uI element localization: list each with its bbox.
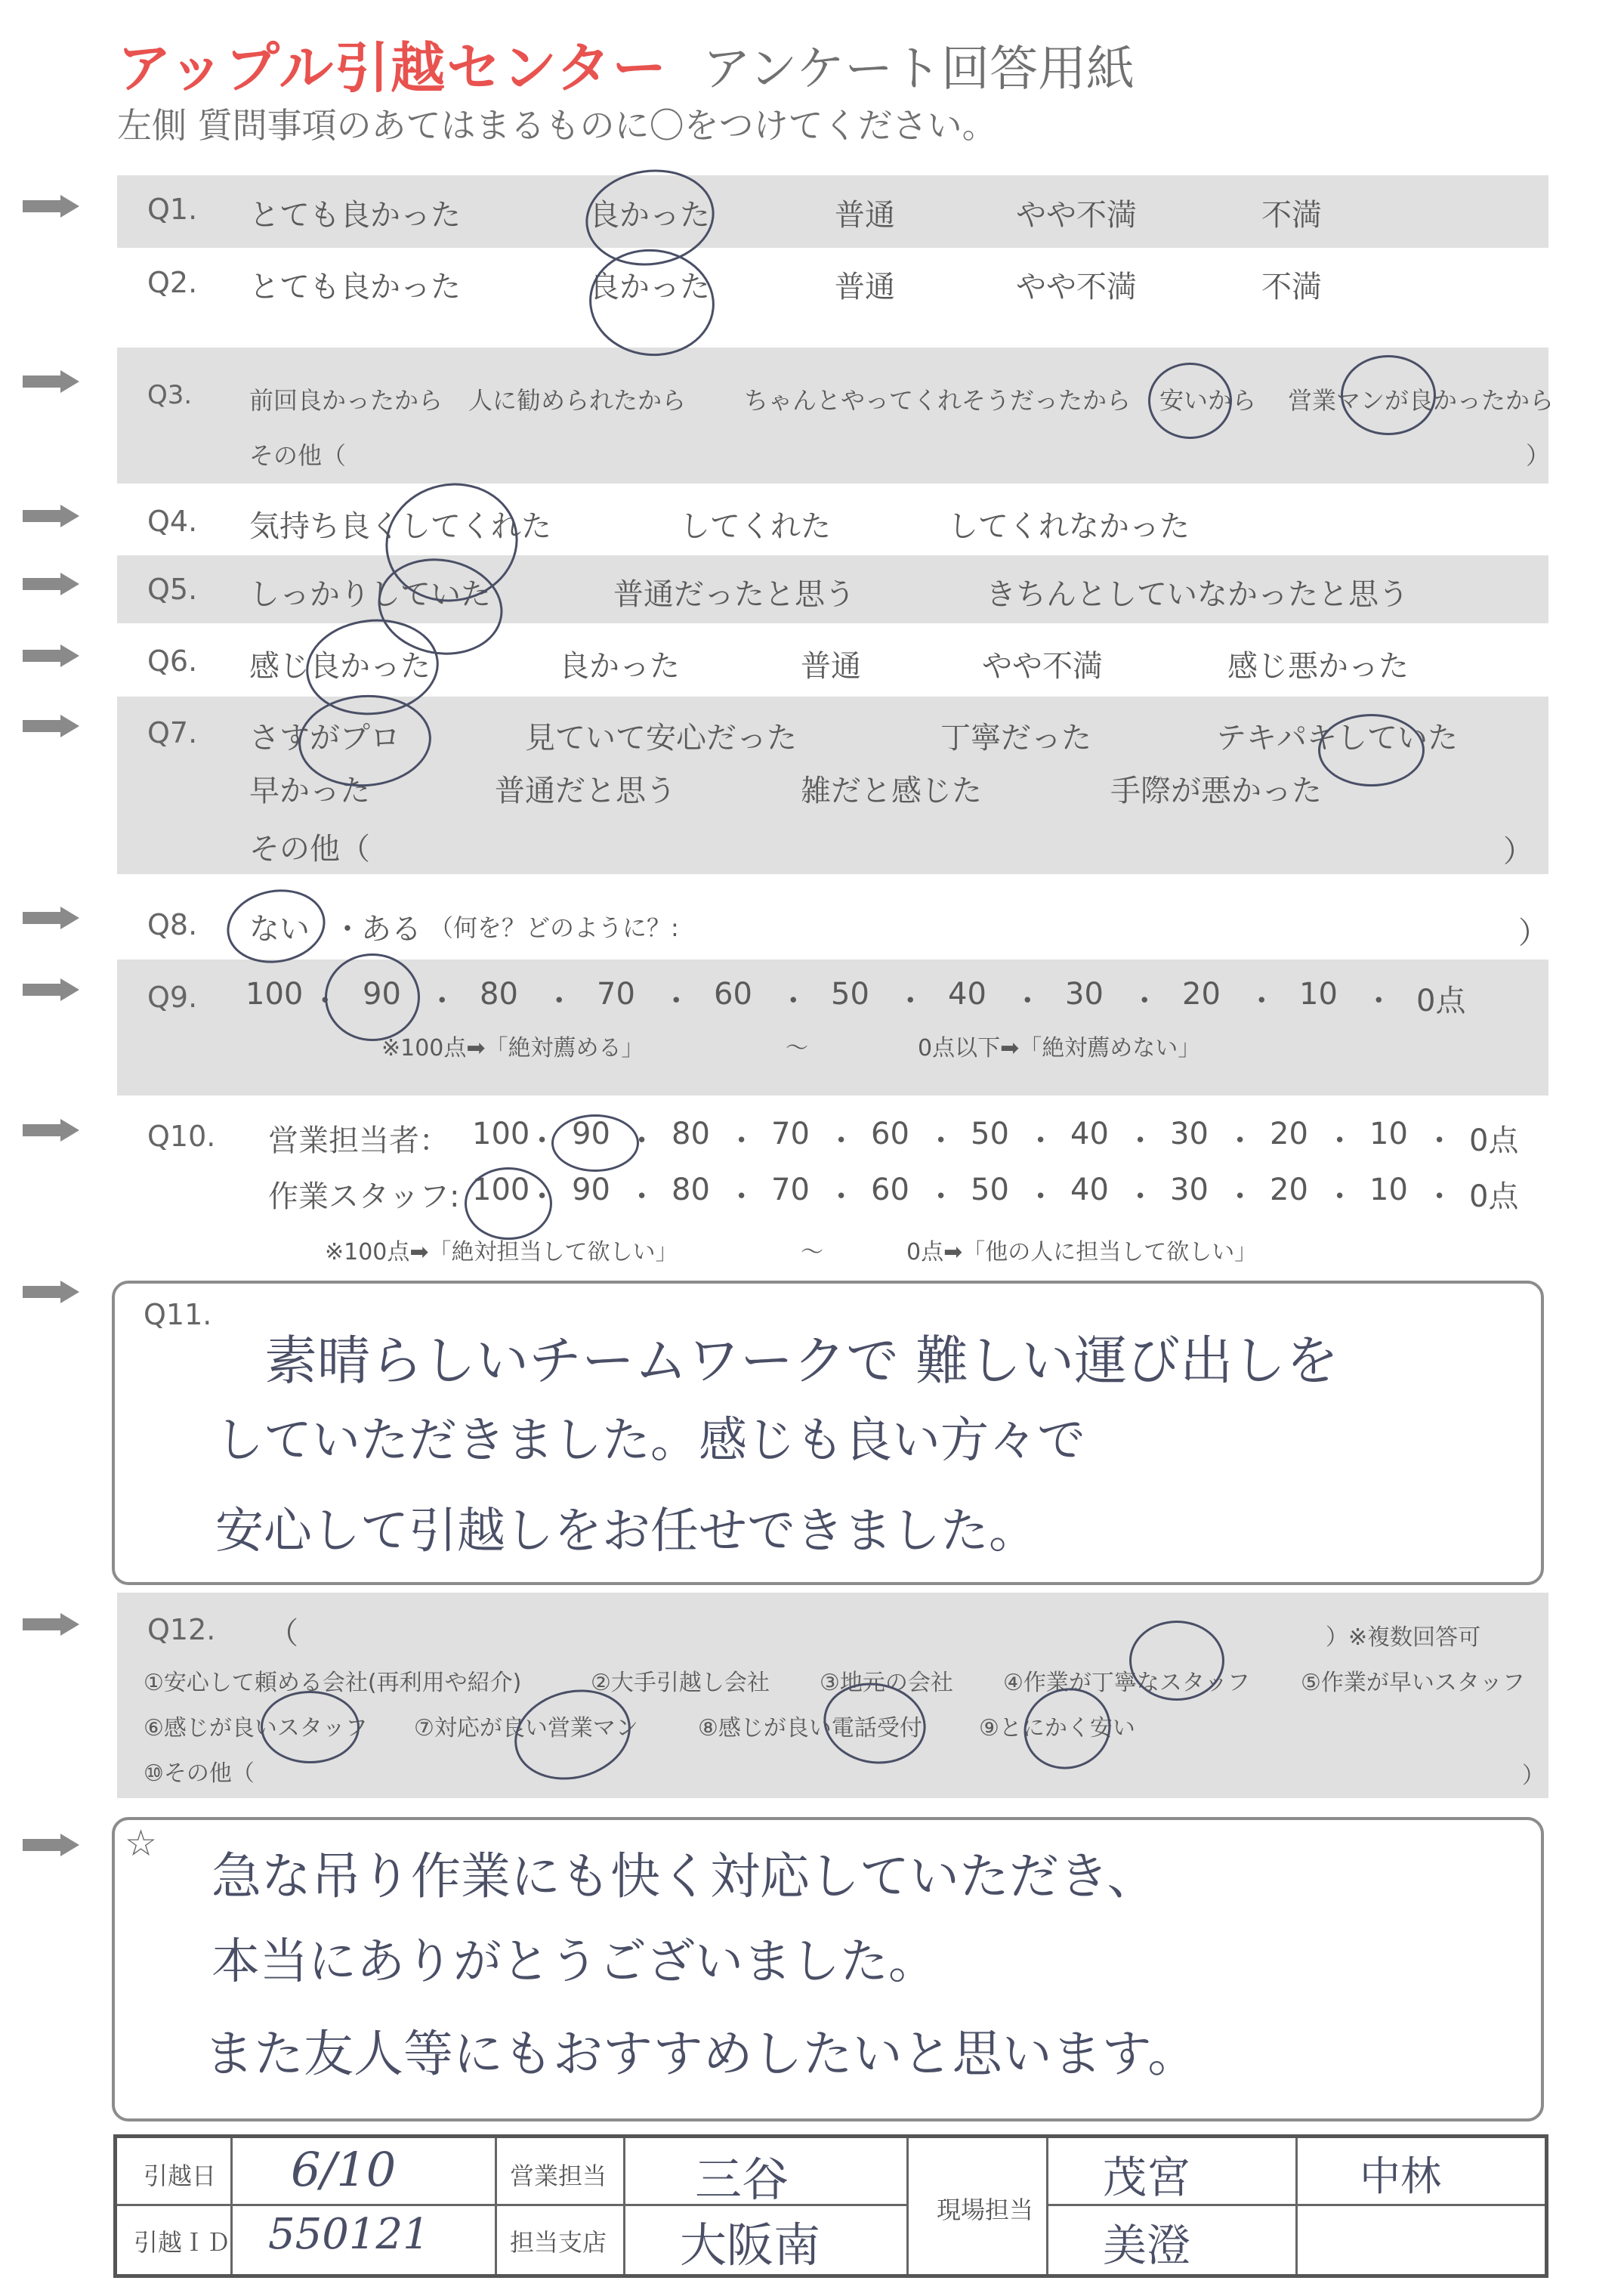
q3-label: Q3.	[147, 380, 193, 410]
q1-option[interactable]: 不満	[1261, 198, 1322, 233]
answer-circle-mark	[261, 1691, 360, 1763]
q6-label: Q6.	[147, 644, 198, 678]
separator-dot: ・	[427, 984, 458, 1018]
site-staff-2: 中林	[1360, 2152, 1441, 2200]
q10-sales-option[interactable]: 80	[672, 1117, 710, 1151]
q3-option[interactable]: ちゃんとやってくれそうだったから	[744, 386, 1132, 415]
q7-option[interactable]: 手際が悪かった	[1110, 774, 1322, 808]
branch-label: 担当支店	[510, 2228, 607, 2257]
q8-option[interactable]: ある	[361, 912, 421, 947]
q9-option[interactable]: 50	[831, 977, 869, 1012]
q3-other: その他（	[249, 441, 347, 470]
q8-label: Q8.	[147, 908, 198, 941]
separator-dot: ・	[826, 1179, 857, 1214]
q10-sales-option[interactable]: 40	[1070, 1117, 1109, 1151]
q10-staff-option[interactable]: 60	[871, 1173, 909, 1207]
q5-option[interactable]: 普通だったと思う	[613, 577, 855, 612]
separator-dot: ・	[1324, 1123, 1355, 1158]
q6-option[interactable]: 感じ悪かった	[1227, 649, 1409, 684]
site-staff-3: 美澄	[1103, 2220, 1191, 2271]
answer-circle-mark	[1129, 1621, 1224, 1701]
comment-handwritten-line: 本当にありがとうございました。	[211, 1934, 937, 1990]
q7-option[interactable]: 見ていて安心だった	[525, 721, 797, 756]
q10-sales-label: 営業担当者：	[268, 1123, 449, 1158]
q2-option[interactable]: やや不満	[1016, 270, 1137, 304]
separator-dot: ・	[310, 984, 341, 1018]
q8-hint: （何を？どのように？:	[429, 913, 679, 942]
answer-circle-mark	[221, 882, 332, 970]
move-id-label: 引越ＩＤ	[134, 2228, 231, 2257]
site-staff-label: 現場担当	[937, 2196, 1034, 2224]
q2-option[interactable]: 普通	[835, 270, 895, 304]
q12-option[interactable]: ⑧感じが良い電話受付	[698, 1715, 922, 1741]
separator-dot: ・	[895, 984, 926, 1018]
separator-dot: ・	[661, 984, 692, 1018]
q11-handwritten-line: 素晴らしいチームワークで 難しい運び出しを	[264, 1330, 1339, 1392]
q2-option[interactable]: 良かった	[589, 270, 710, 304]
paren-close: ）	[1518, 916, 1548, 950]
q4-option[interactable]: してくれなかった	[948, 509, 1190, 544]
separator-dot: ・	[626, 1179, 657, 1214]
separator-dot: ・	[526, 1179, 557, 1214]
q5-label: Q5.	[147, 573, 198, 606]
instruction-text: 左側 質問事項のあてはまるものに〇をつけてください。	[117, 105, 997, 146]
q9-option[interactable]: 40	[948, 977, 986, 1012]
q2-option[interactable]: 不満	[1261, 270, 1322, 304]
q3-option[interactable]: 前回良かったから	[249, 386, 443, 415]
q5-option[interactable]: きちんとしていなかったと思う	[986, 577, 1409, 612]
q6-option[interactable]: 良かった	[559, 649, 680, 684]
separator-dot: ・	[1129, 984, 1160, 1018]
q3-option[interactable]: 安いから	[1159, 386, 1257, 415]
q10-staff-option[interactable]: 0点	[1469, 1179, 1519, 1214]
form-title: アンケート回答用紙	[702, 42, 1135, 97]
q6-option[interactable]: やや不満	[982, 649, 1103, 684]
separator-dot: ・	[925, 1179, 956, 1214]
q7-option[interactable]: さすがプロ	[249, 721, 400, 756]
q7-option[interactable]: 雑だと感じた	[801, 774, 982, 808]
q4-option[interactable]: 気持ち良くしてくれた	[249, 509, 551, 544]
q1-label: Q1.	[147, 193, 198, 226]
separator-dot: ・	[626, 1123, 657, 1158]
q10-sales-option[interactable]: 50	[971, 1117, 1009, 1151]
q1-option[interactable]: やや不満	[1016, 198, 1137, 233]
q12-option[interactable]: ④作業が丁寧なスタッフ	[1003, 1670, 1250, 1696]
q10-sales-option[interactable]: 60	[871, 1117, 909, 1151]
q10-staff-option[interactable]: 90	[572, 1173, 610, 1207]
q10-staff-label: 作業スタッフ:	[268, 1179, 460, 1214]
move-date-value: 6/10	[291, 2142, 397, 2197]
q9-option[interactable]: 60	[714, 977, 752, 1012]
paren-close: ）	[1526, 441, 1551, 470]
q11-handwritten-line: していただきました。感じも良い方々で	[215, 1413, 1085, 1469]
site-staff-1: 茂宮	[1103, 2152, 1191, 2203]
q10-staff-option[interactable]: 30	[1170, 1173, 1209, 1207]
q9-note-mid: 〜	[786, 1035, 808, 1062]
separator-dot: ・	[1324, 1179, 1355, 1214]
q7-option[interactable]: 丁寧だった	[940, 721, 1091, 756]
q2-label: Q2.	[147, 266, 198, 299]
q11-handwritten-line: 安心して引越しをお任せできました。	[215, 1503, 1037, 1559]
q10-staff-option[interactable]: 70	[771, 1173, 810, 1207]
q1-option[interactable]: 良かった	[589, 198, 710, 233]
comment-handwritten-line: 急な吊り作業にも快く対応していただき、	[211, 1847, 1157, 1905]
separator-dot: ・	[1125, 1123, 1156, 1158]
q6-option[interactable]: 普通	[801, 649, 861, 684]
answer-circle-mark	[551, 1114, 639, 1172]
footer-info-table	[113, 2134, 1548, 2278]
separator-dot: ・	[544, 984, 575, 1018]
separator-dot: ・	[925, 1123, 956, 1158]
margin-arrows	[0, 0, 106, 2293]
move-id-value: 550121	[268, 2210, 430, 2259]
q9-option[interactable]: 70	[597, 977, 635, 1012]
answer-circle-mark	[584, 243, 720, 363]
q10-staff-option[interactable]: 10	[1369, 1173, 1408, 1207]
brand-title: アップル引越センター	[117, 36, 668, 100]
separator-dot: ・	[1424, 1123, 1455, 1158]
separator-dot: ・	[1012, 984, 1043, 1018]
q12-option[interactable]: ②大手引越し会社	[591, 1670, 770, 1696]
q12-paren-open: （	[268, 1616, 298, 1651]
q10-sales-option[interactable]: 0点	[1469, 1123, 1519, 1158]
separator-dot: ・	[1224, 1123, 1255, 1158]
q10-staff-option[interactable]: 50	[971, 1173, 1009, 1207]
separator-dot: ・	[1424, 1179, 1455, 1214]
q7-label: Q7.	[147, 716, 198, 749]
separator-dot: ・	[1125, 1179, 1156, 1214]
q9-label: Q9.	[147, 981, 198, 1014]
move-date-label: 引越日	[144, 2162, 217, 2190]
q9-option[interactable]: 10	[1299, 977, 1338, 1012]
q7-option[interactable]: 早かった	[249, 774, 370, 808]
q9-option[interactable]: 100	[245, 977, 304, 1012]
q4-option[interactable]: してくれた	[680, 509, 831, 544]
q10-note-right: 0点➡「他の人に担当して欲しい」	[906, 1239, 1258, 1265]
q10-staff-option[interactable]: 40	[1070, 1173, 1109, 1207]
q9-option[interactable]: 80	[480, 977, 518, 1012]
q3-option[interactable]: 営業マンが良かったから	[1288, 386, 1555, 415]
q10-label: Q10.	[147, 1120, 216, 1153]
q9-note-right: 0点以下➡「絶対薦めない」	[918, 1035, 1201, 1062]
separator-dot: ・	[726, 1123, 757, 1158]
q9-note-left: ※100点➡「絶対薦める」	[381, 1035, 644, 1062]
q9-option[interactable]: 20	[1182, 977, 1221, 1012]
q9-option[interactable]: 90	[363, 977, 401, 1012]
branch-value: 大阪南	[680, 2217, 821, 2273]
q10-note-left: ※100点➡「絶対担当して欲しい」	[325, 1239, 678, 1265]
separator-dot: ・	[726, 1179, 757, 1214]
q12-other: ⑩その他（	[144, 1760, 255, 1787]
q12-option[interactable]: ⑥感じが良いスタッフ	[144, 1715, 368, 1741]
q10-sales-option[interactable]: 30	[1170, 1117, 1209, 1151]
q2-option[interactable]: とても良かった	[249, 270, 461, 304]
q7-option[interactable]: 普通だと思う	[495, 774, 676, 808]
q9-option[interactable]: 30	[1065, 977, 1104, 1012]
q12-option[interactable]: ③地元の会社	[820, 1670, 953, 1696]
separator-dot: ・	[1363, 984, 1394, 1018]
separator-dot: ・	[332, 912, 363, 947]
q6-option[interactable]: 感じ良かった	[249, 649, 431, 684]
q12-option[interactable]: ⑤作業が早いスタッフ	[1301, 1670, 1525, 1696]
row-divider	[1295, 2204, 1545, 2206]
q12-multi-note: ）※複数回答可	[1326, 1624, 1481, 1651]
answer-circle-mark	[1148, 363, 1232, 439]
q3-option[interactable]: 人に勧められたから	[468, 386, 687, 415]
star-icon: ☆	[125, 1822, 158, 1865]
separator-dot: ・	[1025, 1179, 1056, 1214]
q10-sales-option[interactable]: 20	[1270, 1117, 1308, 1151]
comment-handwritten-line: また友人等にもおすすめしたいと思います。	[204, 2025, 1198, 2083]
q1-option[interactable]: とても良かった	[249, 198, 461, 233]
q10-staff-option[interactable]: 80	[672, 1173, 710, 1207]
paren-close: ）	[1503, 834, 1533, 869]
answer-circle-mark	[325, 953, 420, 1041]
answer-circle-mark	[1318, 714, 1425, 786]
q10-note-mid: 〜	[801, 1239, 823, 1265]
q10-staff-option[interactable]: 20	[1270, 1173, 1308, 1207]
q7-option[interactable]: テキパキしていた	[1216, 721, 1458, 756]
sales-rep-value: 三谷	[695, 2152, 789, 2207]
sales-rep-label: 営業担当	[510, 2162, 607, 2190]
answer-circle-mark	[465, 1167, 552, 1240]
q10-sales-option[interactable]: 100	[472, 1117, 530, 1151]
separator-dot: ・	[1224, 1179, 1255, 1214]
q9-option[interactable]: 0点	[1416, 984, 1466, 1018]
q11-label: Q11.	[144, 1298, 212, 1331]
q10-sales-option[interactable]: 10	[1369, 1117, 1408, 1151]
paren-close: ）	[1522, 1763, 1545, 1789]
q4-label: Q4.	[147, 505, 198, 538]
q1-option[interactable]: 普通	[835, 198, 895, 233]
separator-dot: ・	[526, 1123, 557, 1158]
q10-sales-option[interactable]: 70	[771, 1117, 810, 1151]
q12-option[interactable]: ①安心して頼める会社(再利用や紹介)	[144, 1670, 522, 1696]
answer-circle-mark	[1341, 355, 1436, 435]
separator-dot: ・	[1246, 984, 1277, 1018]
q12-option[interactable]: ⑦対応が良い営業マン	[414, 1715, 638, 1741]
q7-other: その他（	[249, 832, 370, 867]
separator-dot: ・	[1025, 1123, 1056, 1158]
q10-staff-option[interactable]: 100	[472, 1173, 530, 1207]
separator-dot: ・	[826, 1123, 857, 1158]
q10-sales-option[interactable]: 90	[572, 1117, 610, 1151]
q8-option[interactable]: ない	[249, 912, 310, 947]
q12-label: Q12.	[147, 1613, 216, 1646]
q5-option[interactable]: しっかりしていた	[249, 577, 491, 612]
q12-option[interactable]: ⑨とにかく安い	[979, 1715, 1135, 1741]
separator-dot: ・	[778, 984, 809, 1018]
